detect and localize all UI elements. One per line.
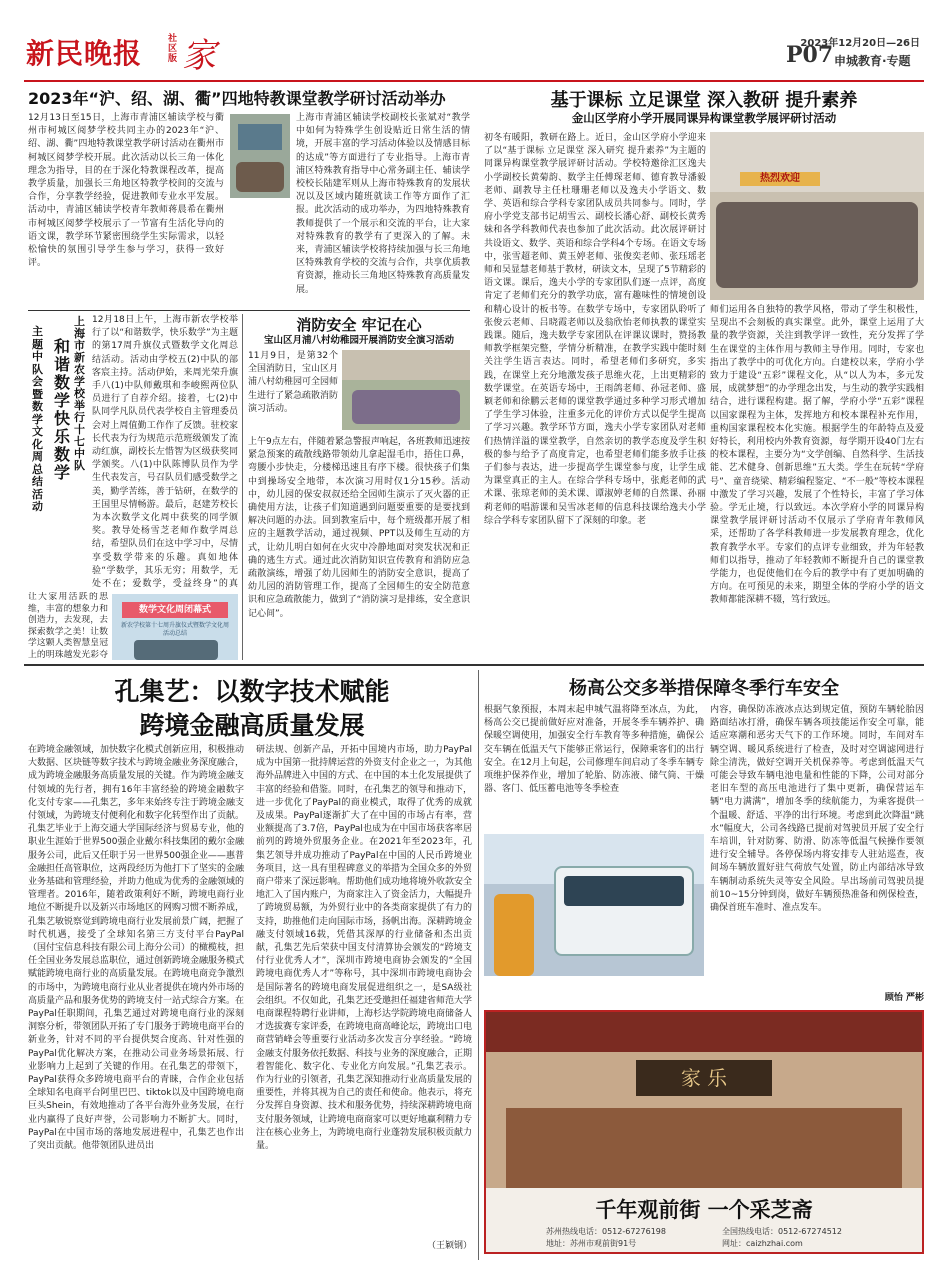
article-4-subtitle: 金山区学府小学开展同课异构课堂教学展评研讨活动	[571, 111, 837, 125]
logo-edition: 社区版	[168, 34, 178, 64]
issue-date: 2023年12月20日—26日	[800, 38, 920, 49]
vertical-title-part-1: 上海市新农学校举行十七中队	[74, 315, 85, 472]
vertical-title-part-2: 和谐数学 快乐数学	[54, 337, 71, 482]
article-6-title: 杨高公交多举措保障冬季行车安全	[569, 678, 839, 699]
article-6-body: 内容，确保防冻液冰点达到规定值，预防车辆轮胎因路面结冰打滑，确保车辆各项技能运作安全可靠，能适应寒潮和恶劣天气下的工作环境。同时，车间对车辆空调、暖风系统进行了检查，及时对空调滤网进行除尘清洗，做好空调开关机保养等。考虑到低温天气可能会导致车辆电池电量和性能的下降，公司对部分老旧车型的高压电池进行了集中更新，确保营运车辆“电力满满”，增加冬季的续航能力，为乘客提供一个温暖、舒适、平净的出行环境。考虑到此次降温“跳水”幅度大，公司各线路已提前对驾驶员开展了安全行车培训，针对防雾、防滑、防冻等低温气候操作要领进行安全辅导。各停保场内将安排专人驻站巡查，夜间场车辆放置好驻气荷放气处置，防止内部结冰导致车辆制动系统失灵等安全风险。早出场前司驾驶员提前10~15分钟到岗，做好车辆预热准备和例保检查，确保首班车准时、准点发车。	[710, 705, 924, 914]
photo-bus-windows	[564, 876, 684, 906]
ad-slogan: 千年观前街 一个采芝斋	[595, 1197, 813, 1222]
section-divider	[24, 664, 924, 666]
ad-hotline: 苏州热线电话：0512-67276198	[546, 1227, 666, 1236]
article-6-lead: 根据气象预报，本周末起申城气温将降至冰点，为此，杨高公交已提前做好应对准备，开展冬季车辆养护、确保暖空调使用，加强安全行车教育等多种措施，确保公交车辆在低温天气下能够正常运行，保障乘客们的出行安全。在12月上旬起，公司修理车间启动了冬季车辆专项维护保养作业，增加了轮胎、防冻液、储气筒、干燥器、客门、低压蓄电池等冬季检查	[484, 705, 704, 795]
photo-building	[342, 350, 470, 380]
article-5-col-2: 研法规、创新产品，开拓中国境内市场，助力PayPal成为中国第一批持牌运营的外资支付企业之一，为其他海外品牌进入中国的方式、在中国的本土化发展提供了丰富的经验和借鉴。同时，在孔集艺的领导和推动下，进一步优化了PayPal的商业模式，取得了优秀的成就及成果。PayPal逐渐扩大了在中国的市场占有率，营业额提高了3.7倍，PayPal也成为在中国市场获客率居前列的跨境外贸服务企业。在2021年至2023年，孔集艺领导并成功推动了PayPal在中国的人民币跨境业务项目，这一具有里程碑意义的举措为全国众多的外贸商户带来了深远影响。帮助他们成功地将境外收款安全地汇入了国内账户，为商家注入了资金活力，大幅提升了跨境贸易额，为外贸行业中的各类商家提供了有力的支持，助推他们走向国际市场，扬帆出海。深耕跨境金融支付领域16载，凭借其深厚的行业储备和杰出贡献，孔集艺先后荣获中国支付清算协会颁发的“跨境支付行业优秀人才”，深圳市跨境电商协会颁发的“全国跨境电商优秀人才”等称号，其中深圳市跨境电商协会是国际著名的跨境电商发展促进组织之一，是SA级社会组织。不仅如此，孔集艺还受邀担任福建省师范大学电商课程特聘行业讲师，上海杉达学院跨境电商储备人才选拔赛专家评委，在跨境电商高峰论坛，跨境出口电商营销峰会等重要行业活动多次发言分享经验。“跨境金融支付服务依托数据、科技与业务的深度融合，正期着智能化、数字化、专业化方向发展。”孔集艺表示。作为行业的引领者，孔集艺深知推动行业高质量发展的重要性，并将其视为自己的责任和使命。他表示，将充分发挥自身资源、技术和服务优势，持续深耕跨境电商支付服务领域，让跨境电商商家可以更好地赢利精力专注在核心业务上，为跨境电商行业蓬勃发展积极贡献力量。	[256, 745, 472, 1152]
article-3-lead: 11月9日，是第32个全国消防日，宝山区月浦八村幼稚园可全园师生进行了紧急疏散消防演习活动。	[248, 351, 338, 414]
article-1-title: 2023年“沪、绍、湖、衢”四地特教课堂教学研讨活动举办	[28, 89, 446, 108]
photo-people	[716, 202, 918, 288]
article-5-title-line-1: 孔集艺：以数字技术赋能	[114, 677, 390, 706]
divider	[28, 310, 470, 311]
bus-photo	[484, 834, 704, 976]
math-week-photo	[112, 594, 238, 660]
masthead-rule	[24, 80, 924, 82]
column-name: 申城教育·专题	[834, 54, 911, 68]
masthead	[24, 30, 924, 86]
group-photo	[710, 132, 924, 300]
photo-screen	[238, 124, 282, 150]
article-1-col-2: 上海市青浦区辅读学校副校长张斌对“教学中如何为特殊学生创设贴近日常生活的情境，开展丰富的学习活动体验以及情感目标的达成”等方面进行了专业指导。上海市青浦区特殊教育指导中心常务副主任、辅读学校校长陆建军则从上海市特殊教育的发展状况以及区域内随班就读工作等方面作了汇报。此次活动的成功举办，为四地特殊教育教师提供了一个展示和交流的平台，让大家对特殊教育的教学有了更深入的了解。未来，青浦区辅读学校将持续加强与长三角地区特殊教育学校的交流与合作，共享优质教育资源，推动长三角地区特殊教育高质量发展。	[296, 113, 470, 295]
article-4-title: 基于课标 立足课堂 深入教研 提升素养	[550, 90, 858, 111]
photo-banner: 热烈欢迎	[740, 172, 820, 186]
shop-roof	[486, 1012, 922, 1052]
article-2-closing: 让大家用活跃的思维，丰富的想象力和创造力，去发现，去探索数学之美！让数学这颗人类智慧皇冠上的明珠越发光彩夺	[28, 592, 108, 660]
fire-drill-photo	[342, 350, 470, 430]
shop-front	[506, 1108, 902, 1188]
shop-sign: 家 乐	[636, 1060, 772, 1096]
photo-worker	[494, 894, 534, 976]
photo-people	[134, 640, 218, 660]
article-5-title-line-2: 跨境金融高质量发展	[139, 711, 365, 740]
article-4-col-2: 师们运用各自独特的教学风格，带动了学生积极性，呈现出不会刻板的真实课堂。此外，课堂上运用了大量的教学资源，关注到教学评一致性，充分发挥了学生在课堂的主体作用与教师主导作用。同时，专家也指出了教学中的可优化方向。白建校以来，学府小学致力于建设“五彩”课程文化，从“以人为本，多元发展，成就梦想”的办学理念出发，与生动的教学实践相结合，进行课程构建。据了解，学府小学“五彩”课程以国家课程为主体，发挥地方和校本课程补充作用，重构国家课程校本化实施。根据学生的年龄特点及爱好特长，利用校内外教育资源，每学期开设40门左右的校本课程，主要分为“文学创编、自然科学、生活技能、艺术健身、创新思维”五大类。学生在玩转“学府号”、童音绕梁、精彩编程鉴定、“不一般”等校本课程中激发了学习兴趣，发展了个性特长，丰富了学习体验。学无止境，行以致远。本次学府小学的同课异构课堂教学展评研讨活动不仅展示了学府青年教师风采，还帮助了各学科教师进一步发展教育理念，优化教育教学水平。专家们的点评专业细致，并为年轻教师们以指导，推动了年轻教师不断提升自己的课堂教学能力，也促使他们在今后的教学中有了更加明确的方向。在可预见的未来，期望全体的学府小学的语文教师都能深耕不辍，笃行致远。	[710, 305, 924, 606]
column-divider	[478, 670, 479, 1260]
column-divider	[242, 314, 243, 660]
article-6-author: 顾怡 严彬	[884, 993, 924, 1003]
newspaper-logo: 新民晚报	[26, 37, 143, 70]
article-3-subtitle: 宝山区月浦八村幼稚园开展消防安全演习活动	[263, 335, 454, 346]
article-3-body: 上午9点左右，伴随着紧急警报声响起，各班教师迅速按紧急预案的疏散线路带领幼儿拿起湿毛巾，捂住口鼻，弯腰小步快走，分楼梯迅速且有序下楼。很快孩子们集中到操场安全地带，本次演习用时仅1分15秒。活动中，幼儿园的保安叔叔还给全园师生演示了灭火器的正确使用方法，让孩子们知道遇到问题要重要的是要找到解决问题的办法。回到教室后中，每个班级都开展了相应的主题教学活动，通过视频、PPT以及师生互动的方式，让幼儿明白如何在火灾中冷静地面对突发状况和正确的逃生方式。通过此次消防知识宣传教育和消防应急疏散演练，增强了幼儿园师生的消防安全意识，提高了幼儿园的消防管理工作，提高了全园师生的安全防范意识和应急疏散能力，做到了“消防演习是排练，安全意识记心间”。	[248, 437, 470, 619]
ad-national-hotline: 全国热线电话：0512-67274512	[722, 1227, 842, 1236]
article-4-col-1: 初冬有暖阳，教研在路上。近日，金山区学府小学迎来了以“基于课标 立足课堂 深入研究 提升素养”为主题的同课异构课堂教学展评研讨活动。学校特邀徐汇区逸夫小学副校长黄菊韵、数学主任傅琛老师、德育教导潘毅老师、副教导主任杜珊珊老师以及逸夫小学语文、数学、英语和综合学科专家团队成员共同参与。同时，学府小学党支部书记胡雪云、副校长潘心舒、副校长黄秀妹和各学科教师代表也参加了此次活动。此次展评研讨共设语文、数学、英语和综合学科4个专场。在语文专场中，张雪超老师、黄玉婷老师、张俊奕老师、张珏瑶老师和吴显慧老师基于教材，研读文本，呈现了5节精彩的语文课。课后，逸夫小学的专家团队们逐一点评，高度肯定了老师们充分的教学功底，富有趣味性的情境创设和精心设计的板书等。在数学专场中，专家团队聆听了张俊云老师、吕晓霞老师以及翁欣怡老师执教的课堂实践课。随后，逸夫数学专家团队在评课议课时，赞扬教师教学框架完整，学情分析精准，在教学实践中能时刻关注学生语言表达。同时，希望老师们多研究，多实践，在课堂上充分地激发孩子思维火花，上出更精彩的数学课堂。在英语专场中，王雨鸽老师、孙冠老师、盛颖老师和徐鹏云老师的课堂教学通过多种学习形式增加了学生学习体验，注重多元化的评价方式以促学生提高了学习兴趣。教学环节方面，逸夫小学专家团队对老师们热情洋溢的课堂教学，自然亲切的教学态度及学生积极的参与给予了高度肯定，也希望老师们能多放手让孩子们参与表达，进一步提高学生课堂参与度，让学生成为课堂真正的主人。在综合学科专场中，张彪老师的武术课、张琼老师的美术课、谭淑婷老师的自然课、孙丽莉老师的唱游课和吴雪冰老师的信息科技课给逸夫小学综合学科专家团队留下了深刻的印象。老	[484, 133, 706, 526]
page-number: P07	[786, 42, 834, 68]
ad-address: 地址：苏州市观前街91号	[546, 1239, 637, 1248]
article-2-body: 12月18日上午，上海市新农学校举行了以“和谐数学，快乐数学”为主题的第17周升旗仪式暨数学文化周总结活动。活动由学校五(2)中队的部客宸主持。活动伊始，来周光荣升旗手八(1)中队师戴琪和李峻熙两位队员进行了自荐介绍。接着，七(2)中队同学凡队员代表学校自主管理委员会对上周值勤工作作了反馈。驻校家长代表为行为规范示范班级颁发了流动红旗，副校长左惜智为区级获奖同学颁奖。八(1)中队陈博队员作为学生代表发言，号召队员们感受数学之美，勤学苦练，善于钻研，在数学的王国里尽情畅游。最后，赵建芳校长为本次数学文化周中获奖的同学颁奖。教导处杨雪芝老师作数学周总结，希望队员们在这中学习中，尽情享受数学带来的乐趣。真如地体验“学数学，其乐无穷；用数学，无处不在；爱数学，受益终身”的真	[92, 315, 238, 590]
advertisement	[484, 1010, 924, 1254]
shop-photo	[486, 1012, 922, 1188]
article-5-col-1: 在跨境金融领域，加快数字化模式创新应用，积极推动大数据、区块链等数字技术与跨境金融业务深度融合，成为跨境金融服务高质量发展的关键。作为跨境金融支付领域的先行者，拥有16年丰富经验的跨境金融数字化支付专家——孔集艺，多年来始终专注于跨境金融支付领域，为跨境支付便利化和数字化转型作出了贡献。孔集艺毕业于上海交通大学国际经济与贸易专业，他的职业生涯始于世界500强企业戴尔科技集团的戴尔金融服务公司，此后又任职于另一世界500强企业——惠普金融担任高管职位，这两段经历为他打下了坚实的金融业务基础和管理经验，并助力他成为优秀的金融领域的管理者。2016年，随着政策利好不断，跨境电商行业地位不断提升以及新兴市场地区的网购习惯不断养成，孔集艺敏锐察觉到跨境电商行业发展前景广阔，把握了时代机遇，接受了全球知名第三方支付平台PayPal（国付宝信息科技有限公司上海分公司）的橄榄枝，担任全国业务发展总监职位，通过创新跨境金融服务模式赋能跨境电商行业的高质量发展。在跨境电商竞争激烈的市场中，为跨境电商行业从业者提供在境内外市场的高质量产品和服务优势的跨境支付一站式综合方案。在PayPal任职期间，孔集艺通过对跨境电商行业的深刻洞察分析，带领团队开拓了专门服务于跨境电商平台的新业务，针对不同的平台提供契合度高、针对性强的PayPal优化解决方案，在推动公司业务场景拓展、行业影响力上起到了关键的作用。在孔集艺的带领下，PayPal获得众多跨境电商平台的青睐，合作企业包括全球知名电商平台阿里巴巴、tiktok以及中国跨境电商巨头Shein，有效地推动了各平台海外业务发展，在行业内赢得了良好声誉，公司影响力不断扩大。同时，PayPal在中国市场的落地发展进程中，孔集艺也作出了突出贡献。他带领团队进员出	[28, 745, 244, 1152]
article-1-col-1: 12月13日至15日，上海市青浦区辅读学校与衢州市柯城区阅梦学校共同主办的2023年“沪、绍、湖、衢”四地特教课堂教学研讨活动在衢州市柯城区阅梦学校开展。此次活动以长三角一体化理念为指导，目的在于深化特教课程改革，提高教学质量，加强长三角地区特教学校间的交流与合作，分享教学经验，促进教师专业水平发展。活动中，青浦区辅读学校青年教师蒋晨希在衢州市柯城区阅梦学校展示了一节富有生活化导向的语文课，教学环节紧密围绕学生实际需求，以轻松愉快的氛围引导学生参与学习，获得一致好评。	[28, 113, 224, 269]
logo-seal: 家	[182, 36, 216, 76]
article-5-author: （王颖钢）	[426, 1241, 472, 1251]
vertical-title-part-3: 主题中队会暨数学文化周总结活动	[32, 325, 43, 513]
photo-caption: 新农学校第十七周升旗仪式暨数学文化周活动总结	[120, 622, 229, 637]
photo-children	[352, 390, 460, 424]
photo-banner: 数学文化周闭幕式	[122, 602, 228, 618]
ad-website: 网址：caizhzhai.com	[722, 1239, 803, 1248]
article-2-vertical-title	[28, 316, 88, 602]
article-3-title: 消防安全 牢记在心	[296, 316, 422, 334]
photo-people	[236, 162, 284, 192]
classroom-photo	[230, 114, 290, 198]
